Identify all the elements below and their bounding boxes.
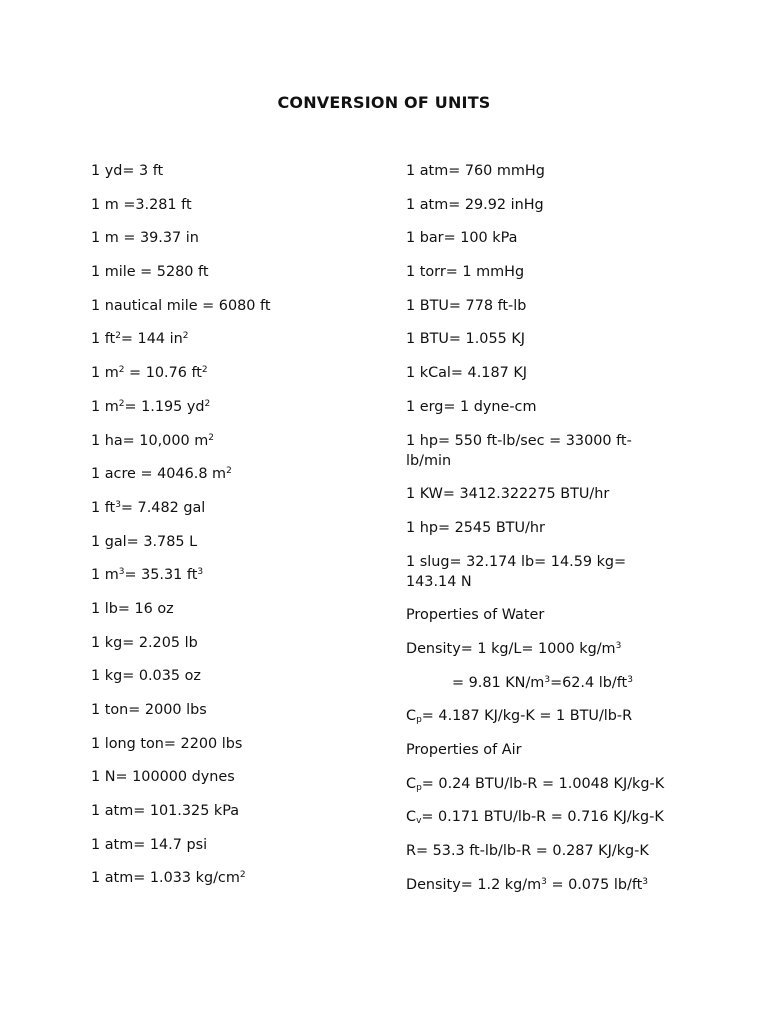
entry-text: 1 ft bbox=[91, 331, 116, 348]
entry-text: 1 long ton= 2200 lbs bbox=[91, 735, 243, 752]
page-title: CONVERSION OF UNITS bbox=[277, 93, 491, 112]
conversion-entry bbox=[91, 666, 371, 686]
superscript: 2 bbox=[118, 365, 125, 376]
superscript: 3 bbox=[627, 674, 633, 685]
entry-text: Properties of Water bbox=[406, 607, 545, 624]
entry-text: 1 lb= 16 oz bbox=[91, 600, 174, 617]
conversion-entry bbox=[406, 363, 668, 383]
entry-text: = 35.31 ft bbox=[124, 567, 198, 584]
conversion-entry bbox=[91, 835, 371, 855]
superscript: 2 bbox=[239, 870, 246, 881]
superscript: 3 bbox=[642, 876, 649, 887]
conversion-entry bbox=[91, 228, 371, 248]
conversion-entry bbox=[406, 740, 668, 760]
entry-text: 1 ft bbox=[91, 499, 116, 516]
entry-text: 1 slug= 32.174 lb= 14.59 kg= 143.14 N bbox=[406, 553, 627, 590]
conversion-entry bbox=[91, 161, 371, 181]
conversion-entry bbox=[91, 565, 371, 585]
superscript: 2 bbox=[115, 331, 121, 342]
conversion-entry bbox=[406, 431, 668, 471]
conversion-entry bbox=[406, 296, 668, 316]
superscript: 3 bbox=[118, 567, 125, 578]
entry-text: 1 acre = 4046.8 m bbox=[91, 466, 227, 483]
conversion-entry bbox=[406, 228, 668, 248]
entry-text: = 144 in bbox=[120, 331, 183, 348]
entry-text: 1 atm= 101.325 kPa bbox=[91, 803, 240, 820]
entry-text: = 1.195 yd bbox=[124, 398, 205, 415]
superscript: 2 bbox=[118, 398, 125, 409]
superscript: 2 bbox=[201, 365, 208, 376]
entry-text: 1 erg= 1 dyne-cm bbox=[406, 398, 537, 415]
entry-text: 1 atm= 1.033 kg/cm bbox=[91, 870, 240, 887]
superscript: 3 bbox=[615, 640, 622, 651]
entry-text: 1 hp= 550 ft-lb/sec = 33000 ft-lb/min bbox=[406, 432, 632, 469]
entry-text: 1 kg= 2.205 lb bbox=[91, 634, 198, 651]
conversion-entry bbox=[406, 673, 668, 693]
entry-text: = 10.76 ft bbox=[124, 365, 202, 382]
entry-text: Density= 1.2 kg/m bbox=[406, 876, 542, 893]
conversion-entry bbox=[406, 706, 668, 726]
conversion-entry bbox=[91, 464, 371, 484]
entry-text: 1 ton= 2000 lbs bbox=[91, 702, 207, 718]
conversion-entry bbox=[406, 329, 668, 349]
conversion-entry bbox=[91, 532, 371, 552]
conversion-entry bbox=[406, 639, 668, 659]
entry-text: 1 atm= 760 mmHg bbox=[406, 163, 545, 179]
conversion-entry bbox=[91, 195, 371, 215]
conversion-entry bbox=[91, 700, 371, 720]
entry-text: =62.4 lb/ft bbox=[550, 674, 628, 691]
entry-text: 1 m bbox=[91, 365, 119, 382]
conversion-entry bbox=[406, 875, 668, 895]
superscript: 3 bbox=[197, 567, 204, 578]
conversion-entry bbox=[91, 296, 371, 316]
conversion-entry bbox=[91, 868, 371, 888]
entry-text: 1 BTU= 1.055 KJ bbox=[406, 331, 526, 348]
entry-text: 1 torr= 1 mmHg bbox=[406, 264, 525, 281]
conversion-entry bbox=[91, 397, 371, 417]
subscript: v bbox=[416, 816, 422, 827]
superscript: 2 bbox=[226, 466, 232, 477]
conversion-entry bbox=[406, 195, 668, 215]
entry-text: 1 atm= 14.7 psi bbox=[91, 836, 208, 853]
conversion-entry bbox=[406, 518, 668, 538]
superscript: 2 bbox=[208, 432, 214, 443]
entry-text: 1 m bbox=[91, 398, 119, 415]
superscript: 3 bbox=[115, 499, 121, 510]
entry-text: 1 m =3.281 ft bbox=[91, 196, 192, 213]
entry-text: = 7.482 gal bbox=[120, 499, 206, 516]
entry-text: 1 BTU= 778 ft-lb bbox=[406, 297, 527, 314]
conversion-entry bbox=[406, 841, 668, 861]
superscript: 2 bbox=[182, 331, 189, 342]
entry-text: 1 atm= 29.92 inHg bbox=[406, 196, 544, 213]
superscript: 3 bbox=[541, 876, 547, 887]
entry-text: 1 kCal= 4.187 KJ bbox=[406, 365, 528, 382]
conversion-entry bbox=[91, 767, 371, 787]
conversion-entry bbox=[406, 262, 668, 282]
entry-text: 1 bar= 100 kPa bbox=[406, 230, 518, 247]
conversion-entry bbox=[91, 801, 371, 821]
entry-text: = 0.171 BTU/lb-R = 0.716 KJ/kg-K bbox=[421, 809, 664, 826]
subscript: p bbox=[416, 782, 422, 793]
conversion-entry bbox=[406, 552, 668, 592]
conversion-entry bbox=[91, 498, 371, 518]
conversion-entry bbox=[406, 807, 668, 827]
entry-text: = 0.24 BTU/lb-R = 1.0048 KJ/kg-K bbox=[421, 775, 665, 792]
superscript: 2 bbox=[204, 398, 211, 409]
entry-text: C bbox=[406, 775, 417, 792]
entry-text: 1 N= 100000 dynes bbox=[91, 769, 235, 786]
entry-text: 1 hp= 2545 BTU/hr bbox=[406, 519, 545, 536]
entry-text: 1 kg= 0.035 oz bbox=[91, 668, 201, 685]
entry-text: 1 mile = 5280 ft bbox=[91, 264, 209, 281]
entry-text: 1 nautical mile = 6080 ft bbox=[91, 297, 271, 314]
conversion-entry bbox=[91, 363, 371, 383]
conversion-entry bbox=[406, 397, 668, 417]
conversion-entry bbox=[91, 599, 371, 619]
entry-text: = 9.81 KN/m bbox=[452, 674, 545, 691]
conversion-entry bbox=[91, 329, 371, 349]
conversion-entry bbox=[91, 734, 371, 754]
entry-text: C bbox=[406, 708, 417, 725]
conversion-entry bbox=[91, 633, 371, 653]
entry-text: 1 gal= 3.785 L bbox=[91, 533, 198, 550]
entry-text: R= 53.3 ft-lb/lb-R = 0.287 KJ/kg-K bbox=[406, 843, 649, 860]
entry-text: 1 m = 39.37 in bbox=[91, 230, 199, 247]
entry-text: 1 m bbox=[91, 567, 119, 584]
left-column bbox=[91, 161, 371, 902]
right-column bbox=[406, 161, 668, 908]
conversion-entry bbox=[406, 484, 668, 504]
subscript: p bbox=[416, 715, 422, 726]
superscript: 3 bbox=[544, 674, 551, 685]
entry-text: 1 yd= 3 ft bbox=[91, 163, 164, 179]
entry-text: Density= 1 kg/L= 1000 kg/m bbox=[406, 640, 616, 657]
conversion-entry bbox=[406, 161, 668, 181]
entry-text: 1 ha= 10,000 m bbox=[91, 432, 209, 449]
entry-text: C bbox=[406, 809, 417, 826]
entry-text: = 4.187 KJ/kg-K = 1 BTU/lb-R bbox=[421, 708, 633, 725]
conversion-entry bbox=[406, 774, 668, 794]
entry-text: 1 KW= 3412.322275 BTU/hr bbox=[406, 486, 610, 503]
conversion-entry bbox=[91, 262, 371, 282]
entry-text: = 0.075 lb/ft bbox=[546, 876, 643, 893]
conversion-entry bbox=[91, 431, 371, 451]
conversion-entry bbox=[406, 605, 668, 625]
entry-text: Properties of Air bbox=[406, 742, 522, 758]
